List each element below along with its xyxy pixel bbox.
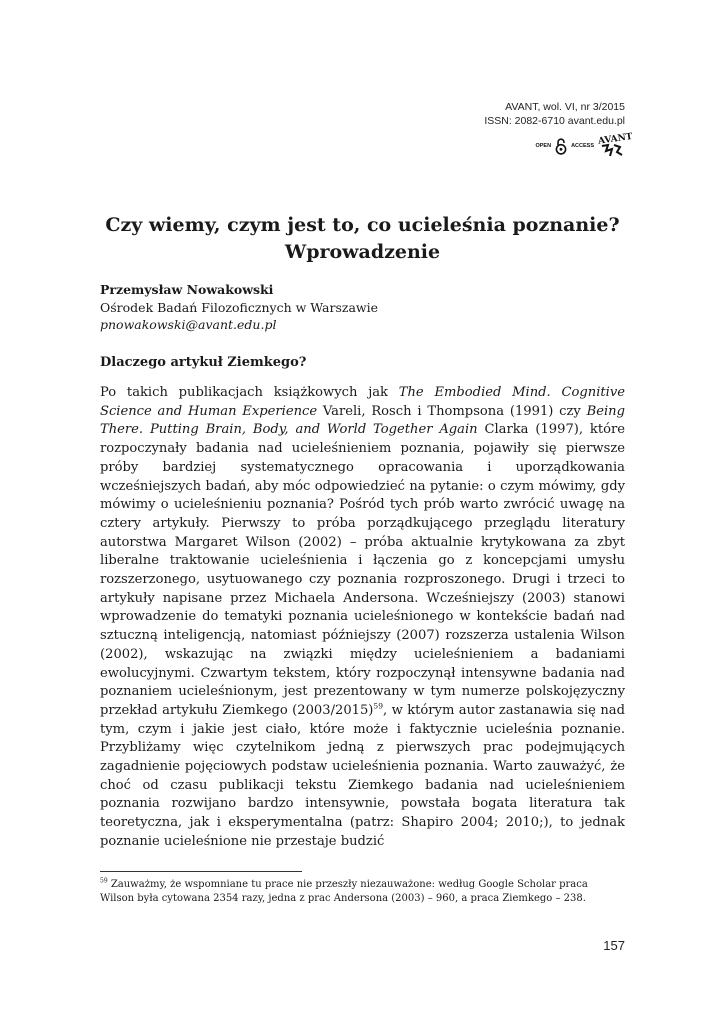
author-affiliation: Ośrodek Badań Filozoficznych w Warszawie xyxy=(100,299,379,315)
body-paragraph xyxy=(100,384,625,852)
footnote-divider xyxy=(100,871,302,872)
open-access-logo xyxy=(535,131,634,159)
footnote-reference[interactable]: 59 xyxy=(373,701,383,711)
author-name: Przemysław Nowakowski xyxy=(100,282,274,297)
avant-logo-icon xyxy=(597,131,634,159)
open-label: OPEN xyxy=(535,143,552,149)
paragraph-mid: Vareli, Rosch i Thompsona (1991) czy xyxy=(317,403,587,419)
logo-text: AVANT xyxy=(597,131,634,147)
author-email[interactable]: pnowakowski@avant.edu.pl xyxy=(100,317,277,332)
paragraph-intro: Po takich publikacjach książkowych jak xyxy=(100,385,399,400)
footnote xyxy=(100,878,625,906)
footnote-number: 59 xyxy=(100,877,108,885)
title-line-2: Wprowadzenie xyxy=(284,241,441,263)
title-line-1: Czy wiemy, czym jest to, co ucieleśnia poznanie? xyxy=(105,214,620,236)
footnote-text: Zauważmy, że wspomniane tu prace nie przeszły niezauważone: według Google Scholar praca Wilson była cytowana 2354 razy, jedna z prac Andersona (2003) – 960, a praca Ziemkego – 238. xyxy=(100,879,588,905)
book-title-being-there: Being There. Putting Brain, Body, and World Together Again xyxy=(100,403,625,438)
journal-issn: ISSN: 2082-6710 avant.edu.pl xyxy=(484,115,625,127)
paragraph-part-1: Clarka (1997), które rozpoczynały badania nad ucieleśnieniem poznania, pojawiły się pierwsze próby bardziej systematycznego opracowania i uporządkowania wcześniejszych badań, aby móc odpowiedzieć na pytanie: o czym mówimy, gdy mówimy o ucieleśnieniu poznania? Pośród tych prób warto zwrócić uwagę na cztery artykuły. Pierwszy to próba porządkującego przeglądu literatury autorstwa Margaret Wilson (2002) – próba aktualnie krytykowana za zbyt liberalne traktowanie ucieleśnienia i łączenia go z koncepcjami umysłu rozszerzonego, usytuowanego czy poznania rozproszonego. Drugi i trzeci to artykuły napisane przez Michaela Andersona. Wcześniejszy (2003) stanowi wprowadzenie do tematyki poznania ucieleśnionego w kontekście badań nad sztuczną inteligencją, natomiast późniejszy (2007) rozszerza ustalenia Wilson (2002), wskazując na związki między ucieleśnieniem a badaniami ewolucyjnymi. Czwartym tekstem, który rozpoczynął intensywne badania nad poznaniem ucieleśnionym, jest prezentowany w tym numerze polskojęzyczny przekład artykułu Ziemkego (2003/2015) xyxy=(100,422,625,718)
journal-issue: AVANT, wol. VI, nr 3/2015 xyxy=(505,101,625,113)
section-heading: Dlaczego artykuł Ziemkego? xyxy=(100,355,307,370)
journal-header xyxy=(484,100,625,128)
paragraph-part-2: , w którym autor zastanawia się nad tym, czym i jakie jest ciało, które może i faktycznie ucieleśnia poznanie. Przybliżamy więc czytelnikom jedną z pierwszych prac podejmujących zagadnienie pojęciowych podstaw ucieleśnienia poznania. Warto zauważyć, że choć od czasu publikacji tekstu Ziemkego badania nad ucieleśnieniem poznania rozwijano bardzo intensywnie, powstała bogata literatura tak teoretyczna, jak i eksperymentalna (patrz: Shapiro 2004; 2010;), to jednak poznanie ucieleśnione nie przestaje budzić xyxy=(100,702,625,849)
page-number: 157 xyxy=(603,938,625,953)
author-block xyxy=(100,281,378,334)
book-title-embodied-mind: The Embodied Mind. Cognitive Science and Human Experience xyxy=(100,385,625,419)
open-access-lock-icon xyxy=(555,138,567,155)
access-label: ACCESS xyxy=(571,143,594,149)
article-title xyxy=(60,212,665,266)
